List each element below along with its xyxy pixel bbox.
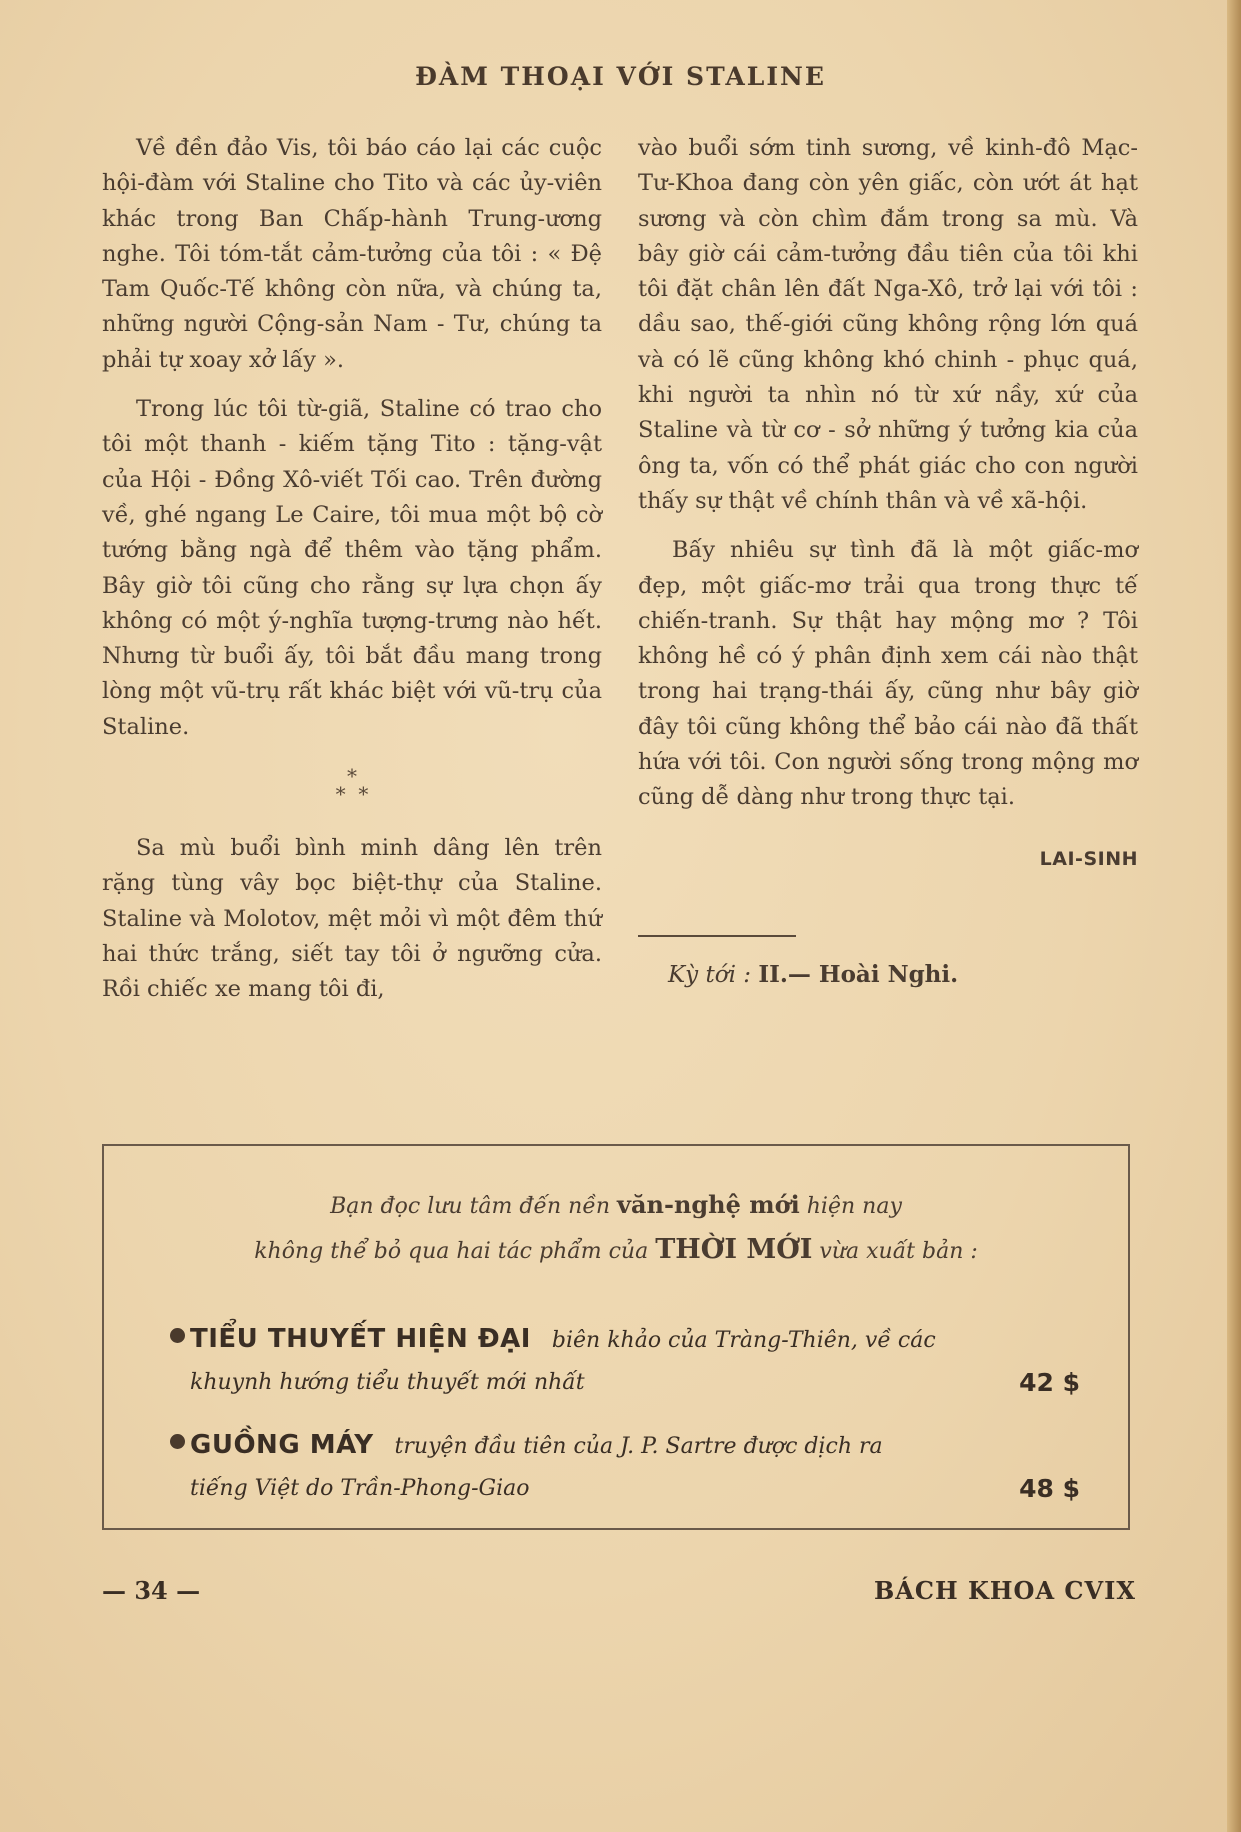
paragraph: Về đền đảo Vis, tôi báo cáo lại các cuộc hội-đàm với Staline cho Tito và các ủy-viên khác trong Ban Chấp-hành Trung-ương nghe. Tôi tóm-tắt cảm-tưởng của tôi : « Đệ Tam Quốc-Tế không còn nữa, và chúng ta, những người Cộng-sản Nam - Tư, chúng ta phải tự xoay xở lấy ». bbox=[102, 135, 602, 373]
paragraph: Sa mù buổi bình minh dâng lên trên rặng tùng vây bọc biệt-thự của Staline. Staline và Molotov, mệt mỏi vì một đêm thứ hai thức trắng, siết tay tôi ở ngưỡng cửa. Rồi chiếc xe mang tôi đi, bbox=[102, 835, 602, 1003]
paragraph: Bấy nhiêu sự tình đã là một giấc-mơ đẹp, một giấc-mơ trải qua trong thực tế chiến-tranh. Sự thật hay mộng mơ ? Tôi không hề có ý phân định xem cái nào thật trong hai trạng-thái ấy, cũng như bây giờ đây tôi cũng không thể bảo cái nào đã thất hứa với tôi. Con người sống trong mộng mơ cũng dễ dàng như trong thực tại. bbox=[638, 537, 1138, 811]
book-description: truyện đầu tiên của J. P. Sartre được dịch ra bbox=[394, 1434, 883, 1459]
left-column bbox=[102, 131, 602, 1008]
book-title: TIỂU THUYẾT HIỆN ĐẠI bbox=[190, 1324, 531, 1354]
book-listing bbox=[190, 1318, 1080, 1404]
book-line bbox=[190, 1362, 1080, 1404]
book-description: khuynh hướng tiểu thuyết mới nhất bbox=[190, 1370, 585, 1395]
divider bbox=[638, 935, 796, 937]
bullet-icon bbox=[170, 1328, 185, 1343]
book-price: 48 $ bbox=[1019, 1474, 1080, 1503]
next-issue-label: Kỳ tới : bbox=[668, 961, 751, 988]
book-price: 42 $ bbox=[1019, 1368, 1080, 1397]
right-column bbox=[638, 131, 1138, 993]
magazine-issue: BÁCH KHOA CVIX bbox=[873, 1576, 1136, 1605]
bullet-icon bbox=[170, 1434, 185, 1449]
ad-intro-text: vừa xuất bản : bbox=[819, 1239, 978, 1264]
book-listing bbox=[190, 1424, 1080, 1510]
separator-star-bottom: * * bbox=[335, 782, 369, 807]
book-line bbox=[190, 1424, 1080, 1468]
book-line bbox=[190, 1468, 1080, 1510]
next-issue-note bbox=[638, 957, 1138, 993]
publisher-name: THỜI MỚI bbox=[655, 1234, 813, 1265]
paragraph: vào buổi sớm tinh sương, về kinh-đô Mạc-Tư-Khoa đang còn yên giấc, còn ướt át hạt sương và còn chìm đắm trong sa mù. Và bây giờ cái cảm-tưởng đầu tiên của tôi khi tôi đặt chân lên đất Nga-Xô, trở lại với tôi : dầu sao, thế-giới cũng không rộng lớn quá và có lẽ cũng không khó chinh - phục quá, khi người ta nhìn nó từ xứ nầy, xứ của Staline và từ cơ - sở những ý tưởng kia của ông ta, vốn có thể phát giác cho con người thấy sự thật về chính thân và về xã-hội. bbox=[638, 135, 1138, 514]
ad-intro-line-1 bbox=[104, 1190, 1128, 1219]
page-edge bbox=[1227, 0, 1241, 1832]
paragraph: Trong lúc tôi từ-giã, Staline có trao cho tôi một thanh - kiếm tặng Tito : tặng-vật của Hội - Đồng Xô-viết Tối cao. Trên đường về, ghé ngang Le Caire, tôi mua một bộ cờ tướng bằng ngà để thêm vào tặng phẩm. Bây giờ tôi cũng cho rằng sự lựa chọn ấy không có một ý-nghĩa tượng-trưng nào hết. Nhưng từ buổi ấy, tôi bắt đầu mang trong lòng một vũ-trụ rất khác biệt với vũ-trụ của Staline. bbox=[102, 396, 602, 740]
book-title: GUỒNG MÁY bbox=[190, 1430, 374, 1460]
book-line bbox=[190, 1318, 1080, 1362]
next-issue-title: II.— Hoài Nghi. bbox=[758, 960, 959, 988]
ad-intro-line-2 bbox=[104, 1234, 1128, 1265]
page-header: ĐÀM THOẠI VỚI STALINE bbox=[415, 62, 826, 91]
section-separator bbox=[102, 764, 602, 807]
book-description: biên khảo của Tràng-Thiên, về các bbox=[551, 1328, 936, 1353]
book-description: tiếng Việt do Trần-Phong-Giao bbox=[190, 1476, 530, 1501]
author-signature: LAI-SINH bbox=[1039, 847, 1138, 870]
ad-intro-emphasis: văn-nghệ mới bbox=[617, 1190, 800, 1219]
ad-intro-text: hiện nay bbox=[806, 1194, 902, 1219]
ad-intro-text: Bạn đọc lưu tâm đến nền bbox=[330, 1194, 611, 1219]
separator-star-top: * bbox=[347, 764, 357, 789]
advertisement-box bbox=[102, 1144, 1130, 1530]
page-number: — 34 — bbox=[102, 1576, 201, 1605]
ad-intro-text: không thể bỏ qua hai tác phẩm của bbox=[254, 1239, 649, 1264]
